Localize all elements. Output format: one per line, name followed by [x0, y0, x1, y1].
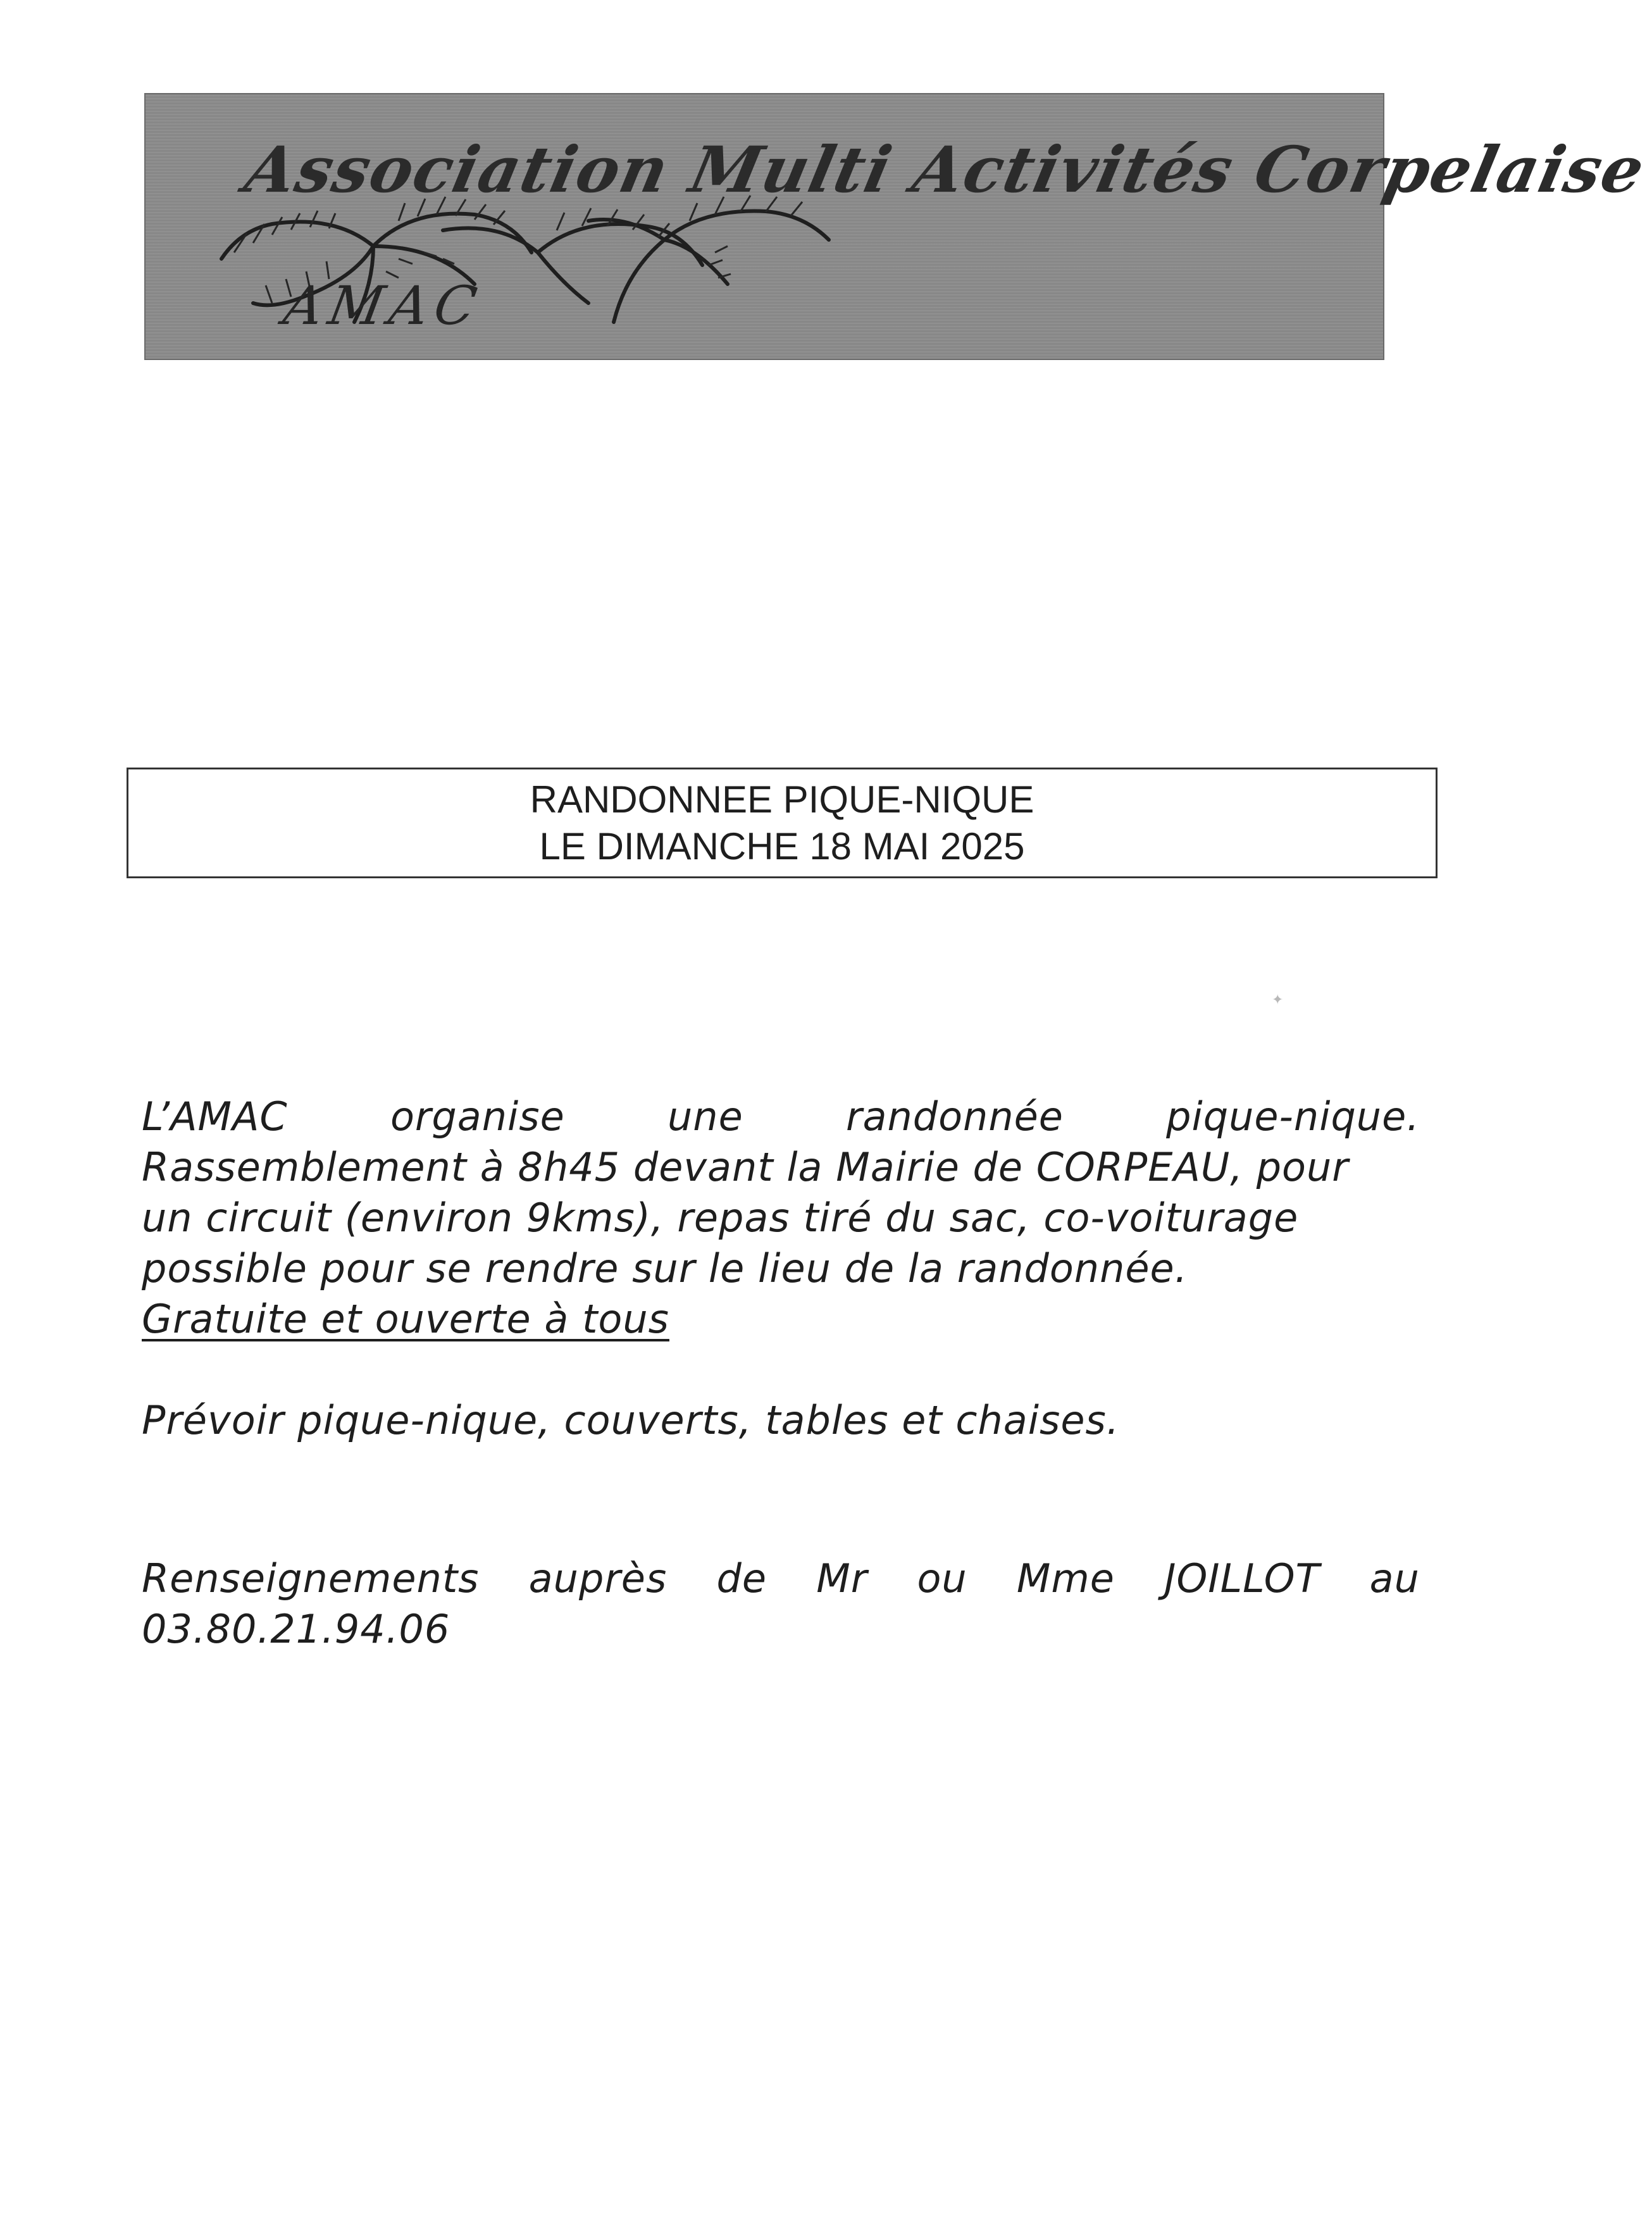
scan-speck: ✦ [1272, 992, 1284, 1008]
word: randonnée [845, 1093, 1064, 1140]
word: ou [917, 1555, 967, 1602]
bring-items-note [142, 1395, 1420, 1446]
word: Mr [816, 1555, 868, 1602]
word: JOILLOT [1164, 1555, 1320, 1602]
association-abbreviation: AMAC [279, 275, 488, 337]
description-line-4: possible pour se rendre sur le lieu de la randonnée. [142, 1245, 1188, 1291]
association-banner [144, 93, 1652, 360]
event-date: LE DIMANCHE 18 MAI 2025 [539, 824, 1025, 868]
description-line-1 [142, 1092, 1420, 1142]
word: de [716, 1555, 767, 1602]
description-line-2: Rassemblement à 8h45 devant la Mairie de CORPEAU, pour [142, 1144, 1349, 1190]
association-name: Association Multi Activités Corpelaise [239, 132, 1652, 207]
event-title: RANDONNEE PIQUE-NIQUE [530, 778, 1034, 821]
word: une [667, 1093, 743, 1140]
description-line-3: un circuit (environ 9kms), repas tiré du sac, co-voiturage [142, 1195, 1299, 1241]
contact-phone: 03.80.21.94.06 [142, 1606, 450, 1652]
event-title-box [127, 768, 1438, 878]
free-access-note [142, 1294, 1420, 1345]
bring-items-line: Prévoir pique-nique, couverts, tables et chaises. [142, 1397, 1120, 1443]
word: pique-nique. [1166, 1093, 1420, 1140]
free-access-text: Gratuite et ouverte à tous [142, 1296, 669, 1342]
word: Mme [1016, 1555, 1115, 1602]
event-description [142, 1092, 1420, 1345]
contact-info [142, 1553, 1420, 1655]
word: Renseignements [142, 1555, 480, 1602]
contact-line-1 [142, 1553, 1420, 1604]
word: L’AMAC [142, 1093, 288, 1140]
word: organise [390, 1093, 565, 1140]
word: auprès [528, 1555, 668, 1602]
word: au [1369, 1555, 1420, 1602]
